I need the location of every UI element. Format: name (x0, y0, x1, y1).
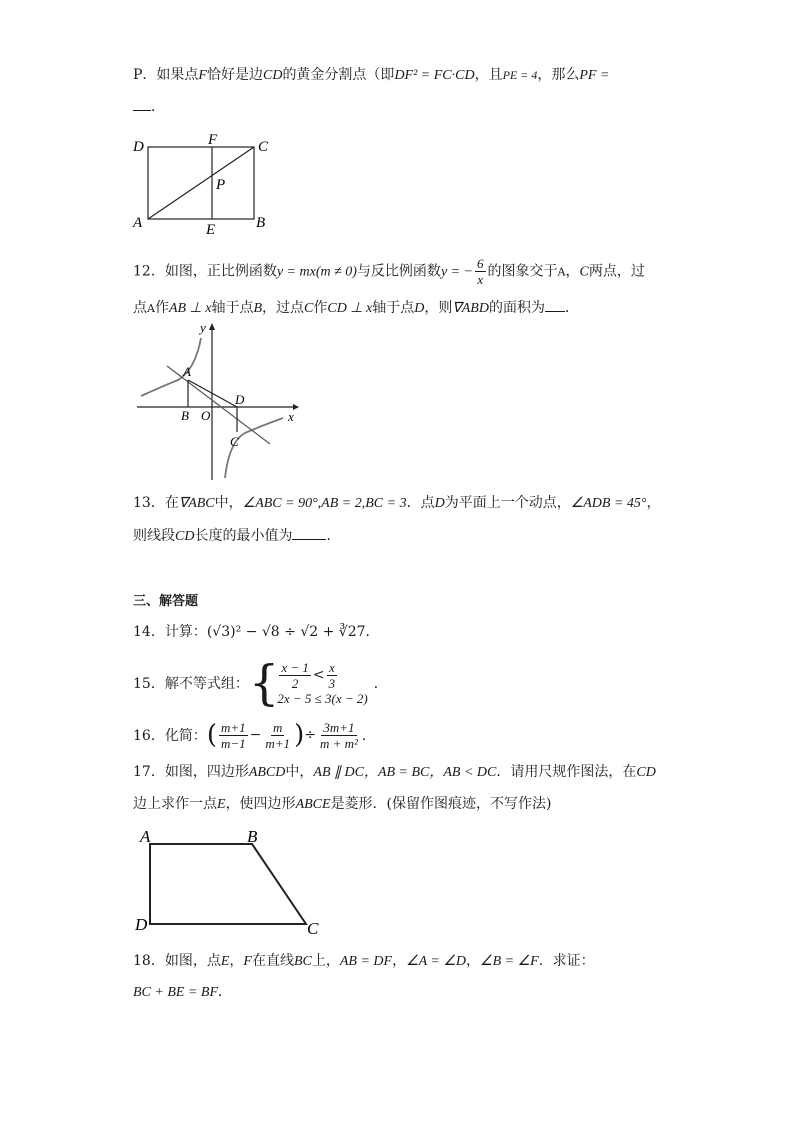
q12-point-a: A (557, 265, 566, 279)
q18-t3: ．求证： (538, 953, 595, 969)
q15-frac2-num: x (329, 659, 335, 675)
q16-b-den: m+1 (265, 735, 291, 751)
q17-label-c: C (307, 919, 319, 936)
q14-plus: + (318, 624, 339, 640)
q11-text (133, 65, 609, 86)
q16-frac-a (219, 720, 248, 751)
q12-label-d: D (235, 392, 245, 407)
q13-point-d: D (434, 496, 445, 511)
q16-number: 16．化简： (133, 728, 207, 744)
q11-label-e: E (206, 222, 216, 238)
q12-answer-blank (545, 297, 565, 312)
q16-b-num: m (273, 719, 283, 735)
q16-a-num: m+1 (220, 719, 246, 735)
q15-row1 (277, 660, 367, 691)
q12-hyperbola-left (141, 338, 201, 396)
q15-frac2 (327, 660, 338, 691)
q12-func2-fraction (475, 256, 486, 287)
q13-line2 (133, 525, 340, 547)
q18-point-e: E (220, 954, 230, 969)
q12-f2-num: 6 (477, 256, 484, 271)
q11-pf: PF = (579, 68, 610, 83)
q16-block (133, 716, 376, 754)
q15-row2: 2x − 5 ≤ 3(x − 2) (277, 690, 368, 706)
q18-c2: ， (392, 953, 407, 969)
q18-line2 (133, 982, 232, 1003)
q13-answer-blank (292, 525, 326, 540)
q12-number: 12．如图，正比例函数 (133, 263, 277, 280)
q11-diagonal-ac (148, 147, 254, 219)
q16-minus: − (249, 727, 262, 743)
q15-frac1-den: 2 (291, 675, 299, 691)
q11-label-f: F (208, 132, 218, 148)
q13-line1 (133, 493, 661, 514)
q12-t2: 的图象交于 (487, 263, 558, 280)
q12-ab-perp: AB ⊥ x (168, 301, 212, 316)
q12-t4: 两点，过 (588, 263, 645, 280)
q16-paren-close: ) (294, 720, 305, 750)
q17-t1: 中， (285, 764, 314, 780)
q18-cond1: AB = DF (339, 954, 393, 969)
q15-frac1-num: x − 1 (281, 659, 309, 675)
q14-expr-c: √2 (300, 624, 319, 640)
q11-text3: ，且 (474, 67, 503, 83)
q13-angle: ∠ADB = 45° (570, 496, 647, 511)
q13-cd: CD (175, 529, 195, 544)
q14-line (133, 622, 380, 642)
q12-f2-den: x (477, 272, 484, 287)
q18-point-f: F (243, 954, 252, 969)
q12-t1: 与反比例函数 (356, 263, 441, 280)
q14-end: ． (365, 624, 380, 640)
q17-abcd: ABCD (248, 765, 286, 780)
q11-text4: ，那么 (537, 67, 580, 83)
q14-number: 14．计算： (133, 624, 207, 640)
q18-line1 (133, 951, 595, 972)
q17-line1 (133, 762, 656, 783)
q15-system (277, 660, 367, 707)
q12-point-b: B (253, 301, 263, 316)
q12-x-arrow (293, 404, 299, 410)
q17-label-a: A (140, 827, 151, 846)
q11-text1: 恰好是边 (206, 67, 263, 83)
q13-t1: 中， (214, 495, 243, 511)
q17-t2: ．请用尺规作图法，在 (496, 764, 637, 780)
q13-t2: ．点 (406, 495, 435, 511)
q18-cond3: ∠B = ∠F (480, 954, 539, 969)
q11-var-f: F (198, 68, 207, 83)
q13-line2-a: 则线段 (133, 528, 175, 544)
q13-condition: ∠ABC = 90°,AB = 2,BC = 3 (242, 496, 407, 511)
q13-end: ． (326, 528, 341, 544)
q13-triangle: ∇ABC (178, 496, 215, 511)
q12-label-c: C (230, 434, 239, 449)
q12-point-c: C (579, 264, 589, 280)
q12-t9: ，则 (424, 300, 453, 316)
q16-divide: ÷ (304, 727, 316, 743)
q12-end: ． (564, 300, 579, 316)
q11-label-b: B (256, 215, 266, 231)
q11-var-cd: CD (262, 68, 283, 83)
q12-line1 (133, 256, 645, 287)
q12-triangle: ∇ABD (452, 301, 489, 316)
q15-number: 15．解不等式组： (133, 676, 249, 692)
q17-trapezoid-figure (130, 824, 330, 936)
q12-point-d: D (414, 301, 425, 316)
q18-equation: BC + BE = BF (133, 985, 218, 1000)
q17-line2-c: 是菱形．(保留作图痕迹，不写作法) (330, 796, 552, 812)
q17-line2-a: 边上求作一点 (133, 796, 217, 812)
q12-t5: 轴于点 (211, 300, 254, 316)
q13-t4: ， (646, 495, 661, 511)
q17-condition: AB ∥ DC，AB = BC，AB < DC (313, 765, 497, 780)
q11-label: P．如果点 (133, 67, 199, 83)
q11-label-d: D (133, 139, 144, 155)
q11-text2: 的黄金分割点（即 (282, 67, 395, 83)
q12-t7: 作 (313, 300, 328, 316)
q15-brace: { (248, 655, 280, 711)
q15-block (133, 655, 388, 711)
q13-line2-b: 长度的最小值为 (194, 528, 293, 544)
section-title: 三、解答题 (133, 594, 199, 609)
q12-label-y: y (200, 320, 206, 335)
q12-func2-pre: y = − (440, 264, 474, 280)
q11-answer-line (133, 96, 165, 117)
q17-number: 17．如图，四边形 (133, 764, 249, 780)
q12-t8: 轴于点 (372, 300, 415, 316)
q11-rectangle-figure (128, 130, 278, 238)
q14-divide: ÷ (279, 624, 301, 640)
q13-t3: 为平面上一个动点， (444, 495, 571, 511)
q18-c3: ， (466, 953, 481, 969)
q12-t6: ，过点 (262, 300, 305, 316)
q12-label-a: A (183, 364, 191, 379)
q16-c-den: m + m² (319, 735, 358, 751)
q12-t3: ， (565, 263, 580, 280)
q11-label-a: A (133, 215, 143, 231)
q15-frac1 (279, 660, 311, 691)
q16-end: ． (361, 728, 376, 744)
q12-graph-figure (133, 318, 303, 486)
q18-c1: ， (229, 953, 244, 969)
q11-label-p: P (216, 177, 226, 193)
q17-trapezoid (150, 844, 306, 924)
q16-frac-c (318, 720, 360, 751)
q18-t1: 在直线 (251, 953, 294, 969)
q16-paren-open: ( (206, 720, 217, 750)
q14-expr-a: (√3)² (206, 624, 242, 640)
q12-cd-perp: CD ⊥ x (327, 301, 373, 316)
q12-line2-b: 作 (154, 300, 169, 316)
q17-line2-b: ，使四边形 (225, 796, 296, 812)
q16-a-den: m−1 (220, 735, 246, 751)
q11-pe: PE = 4 (502, 68, 538, 82)
q12-label-b: B (181, 408, 189, 423)
q12-label-o: O (201, 408, 211, 423)
q12-point-a2: A (147, 302, 155, 315)
q12-y-arrow (209, 323, 215, 330)
q17-cd: CD (636, 765, 656, 780)
q11-answer-blank (133, 96, 151, 111)
q18-cond2: ∠A = ∠D (406, 954, 467, 969)
q18-t2: 上， (311, 953, 340, 969)
q11-end: ． (151, 99, 165, 115)
q14-expr-b: √8 (261, 624, 280, 640)
q11-condition: DF² = FC·CD (394, 68, 475, 83)
q14-minus: − (241, 624, 262, 640)
q18-number: 18．如图，点 (133, 953, 221, 969)
q18-bc: BC (293, 954, 312, 969)
q15-less-than: < (312, 667, 325, 683)
q17-line2 (133, 794, 552, 815)
q16-frac-b (263, 720, 292, 751)
q13-number: 13．在 (133, 495, 179, 511)
q14-expr-d: ∛27 (338, 624, 366, 640)
q17-label-d: D (135, 915, 148, 934)
q17-abce: ABCE (295, 797, 331, 812)
q11-label-c: C (258, 139, 269, 155)
q17-label-b: B (247, 827, 258, 846)
q15-frac2-den: 3 (328, 675, 336, 691)
q17-point-e: E (217, 797, 226, 812)
q12-line2-a: 点 (133, 300, 147, 316)
q12-func1: y = mx(m ≠ 0) (276, 264, 357, 280)
q12-label-x: x (288, 409, 294, 424)
q12-point-c2: C (304, 301, 314, 316)
q12-t10: 的面积为 (488, 300, 545, 316)
q18-end: ． (218, 984, 232, 1000)
q16-c-num: 3m+1 (323, 719, 355, 735)
q15-end: ． (373, 676, 388, 692)
q12-line2 (133, 297, 579, 319)
